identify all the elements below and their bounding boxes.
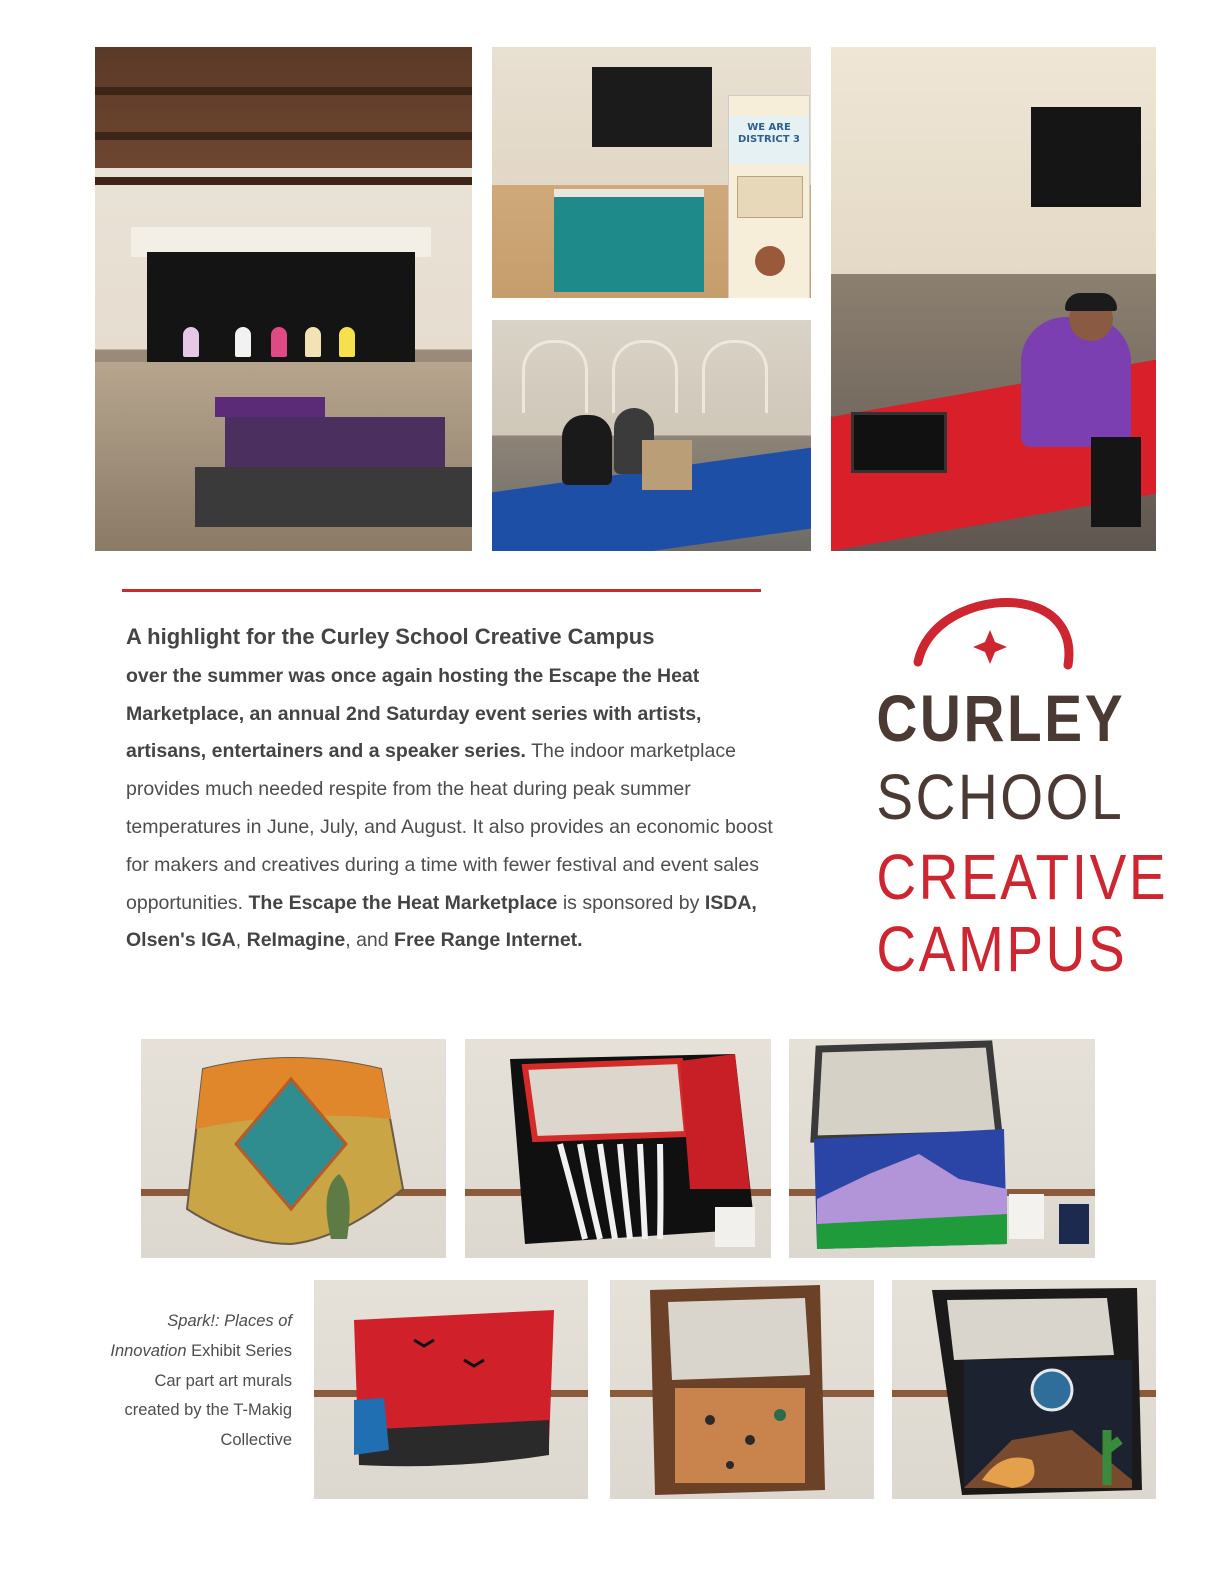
mural-car-door-stripes — [465, 1039, 771, 1258]
article-body: A highlight for the Curley School Creative Campus over the summer was once again hosting the Escape the Heat Marketplace, an annual 2nd Saturday event series with artists, artisans, entertainers and a speaker series. The indoor marketplace provides much needed respite from the heat during peak summer temperatures in June, July, and August. It also provides an economic boost for makers and creatives during a time with fewer festival and event sales opportunities. The Escape the Heat Marketplace is sponsored by ISDA, Olsen's IGA, ReImagine, and Free Range Internet. — [126, 624, 773, 952]
logo-curley: CURLEY — [876, 681, 1126, 755]
article-lead: A highlight for the Curley School Creative Campus — [126, 624, 655, 649]
photo-craft-vendors — [492, 320, 811, 551]
mural-door-coyote-saguaro — [892, 1280, 1156, 1499]
sponsor-reimagine: ReImagine — [246, 929, 346, 952]
mural-car-door-mountain — [789, 1039, 1095, 1258]
logo-arc-star-icon — [858, 590, 1120, 680]
article-paragraph: The indoor marketplace provides much needed respite from the heat during peak summer temperatures in June, July, and August. It also provides an economic boost for makers and creatives during a time with fewer festival and event sales opportunities. — [126, 740, 773, 914]
photo-auditorium-dancers — [95, 47, 472, 551]
sponsor-free-range-internet: Free Range Internet. — [394, 929, 583, 952]
caption-exhibit-title: Spark!: Places of Innovation — [110, 1312, 292, 1360]
logo-campus: CAMPUS — [876, 913, 1128, 985]
section-divider — [122, 589, 761, 592]
sponsor-isda: ISDA, — [704, 891, 757, 914]
mural-red-panel-birds — [314, 1280, 588, 1499]
sponsor-text: is sponsored by — [562, 891, 700, 914]
curley-school-logo — [858, 590, 1169, 990]
sponsor-and: and — [356, 929, 389, 952]
district3-banner — [728, 95, 810, 298]
sponsor-olsens-iga: Olsen's IGA — [126, 929, 236, 952]
mural-rust-door-dots — [610, 1280, 874, 1499]
article-bold-intro: over the summer was once again hosting the Escape the Heat Marketplace, an annual 2nd Saturday event series with artists, artisans, entertainers and a speaker series. — [126, 664, 702, 763]
logo-creative: CREATIVE — [876, 841, 1169, 913]
mural-car-hood-desert — [141, 1039, 446, 1258]
caption-text: Exhibit Series Car part art murals created by the T-Makig Collective — [124, 1341, 292, 1450]
photo-jewelry-vendor — [831, 47, 1156, 551]
photo-district3-booth — [492, 47, 811, 298]
sponsor-event-name: The Escape the Heat Marketplace — [248, 891, 558, 914]
mural-caption — [100, 1307, 292, 1456]
logo-school: SCHOOL — [876, 761, 1125, 833]
banner-headline: WE ARE DISTRICT 3 — [737, 122, 801, 145]
